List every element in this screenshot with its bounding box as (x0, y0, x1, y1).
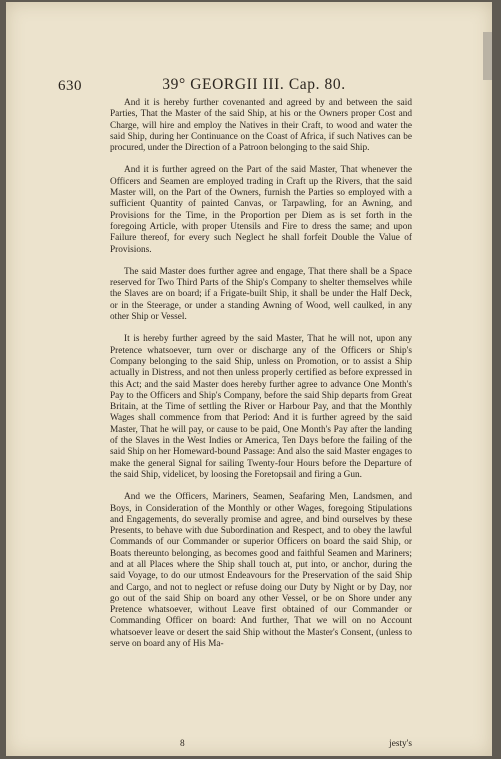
paragraph: The said Master does further agree and engage, That there shall be a Space reserved for Two Third Parts of the Ship's Company to shelter themselves while the Slaves are on board; if a Frigate-built Ship, it shall be under the Half Deck, or in the Steerage, or under a standing Awning of Wood, well caulked, in any other Ship or Vessel. (110, 266, 412, 323)
page-tab-marker (483, 32, 492, 80)
signature-mark: 8 (180, 739, 185, 749)
paragraph: And it is hereby further covenanted and agreed by and between the said Parties, That the Master of the said Ship, at his or the Owners proper Cost and Charge, will hire and employ the Natives in their Craft, to wood and water the said Ship, during her Continuance on the Coast of Africa, if such Natives can be procured, under the Direction of a Patroon belonging to the said Ship. (110, 98, 412, 154)
book-page (6, 2, 492, 756)
page-number: 630 (58, 78, 82, 94)
page-header (58, 76, 450, 98)
catchword: jesty's (389, 739, 412, 749)
text-body (110, 98, 412, 661)
running-title: 39° GEORGII III. Cap. 80. (162, 76, 346, 93)
paragraph: It is hereby further agreed by the said Master, That he will not, upon any Pretence whatsoever, turn over or discharge any of the Officers or Ship's Company belonging to the said Ship, unless on Promotion, or to assist a Ship actually in Distress, and not then unless properly certified as before expressed in this Act; and the said Master does hereby further agree to advance One Month's Pay to the Officers and Ship's Company, before the said Ship departs from Great Britain, at the Time of settling the River or Harbour Pay, and that the Monthly Wages shall commence from that Period: And it is further agreed by the said Master, That he will pay, or cause to be paid, One Month's Pay after the landing of the Slaves in the West Indies or America, Ten Days before the failing of the said Ship on her Homeward-bound Passage: And also the said Master engages to make the general Signal for sailing Twenty-four Hours before the Departure of the said Ship, videlicet, by loosing the Foretopsail and firing a Gun. (110, 334, 412, 480)
paragraph: And it is further agreed on the Part of the said Master, That whenever the Officers and Seamen are employed trading in Craft up the Rivers, that the said Master will, on the Part of the Owners, furnish the Parties so employed with a sufficient Quantity of painted Canvas, or Tarpawling, for an Awning, and Provisions for the Time, in the Proportion per Diem as is set forth in the foregoing Article, with proper Utensils and Fire to dress the same; and upon Failure thereof, for every such Neglect he shall forfeit Double the Value of Provisions. (110, 165, 412, 255)
page-footer (110, 739, 412, 753)
paragraph: And we the Officers, Mariners, Seamen, Seafaring Men, Landsmen, and Boys, in Consideration of the Monthly or other Wages, foregoing Stipulations and Engagements, do severally promise and agree, and bind ourselves by these Presents, to behave with due Subordination and Respect, and to obey the lawful Commands of our Commander or superior Officers on board the said Ship, or Boats thereunto belonging, as becomes good and faithful Seamen and Mariners; and at all Places where the Ship shall touch at, put into, or anchor, during the said Voyage, to do our utmost Endeavours for the Preservation of the said Ship and Cargo, and not to neglect or refuse doing our Duty by Night or by Day, nor go out of the said Ship on board any other Vessel, or be on Shore under any Pretence whatsoever, without Leave first obtained of our Commander or Commanding Officer on board: And further, That we will on no Account whatsoever leave or desert the said Ship without the Master's Consent, (unless to serve on board any of His Ma- (110, 492, 412, 650)
